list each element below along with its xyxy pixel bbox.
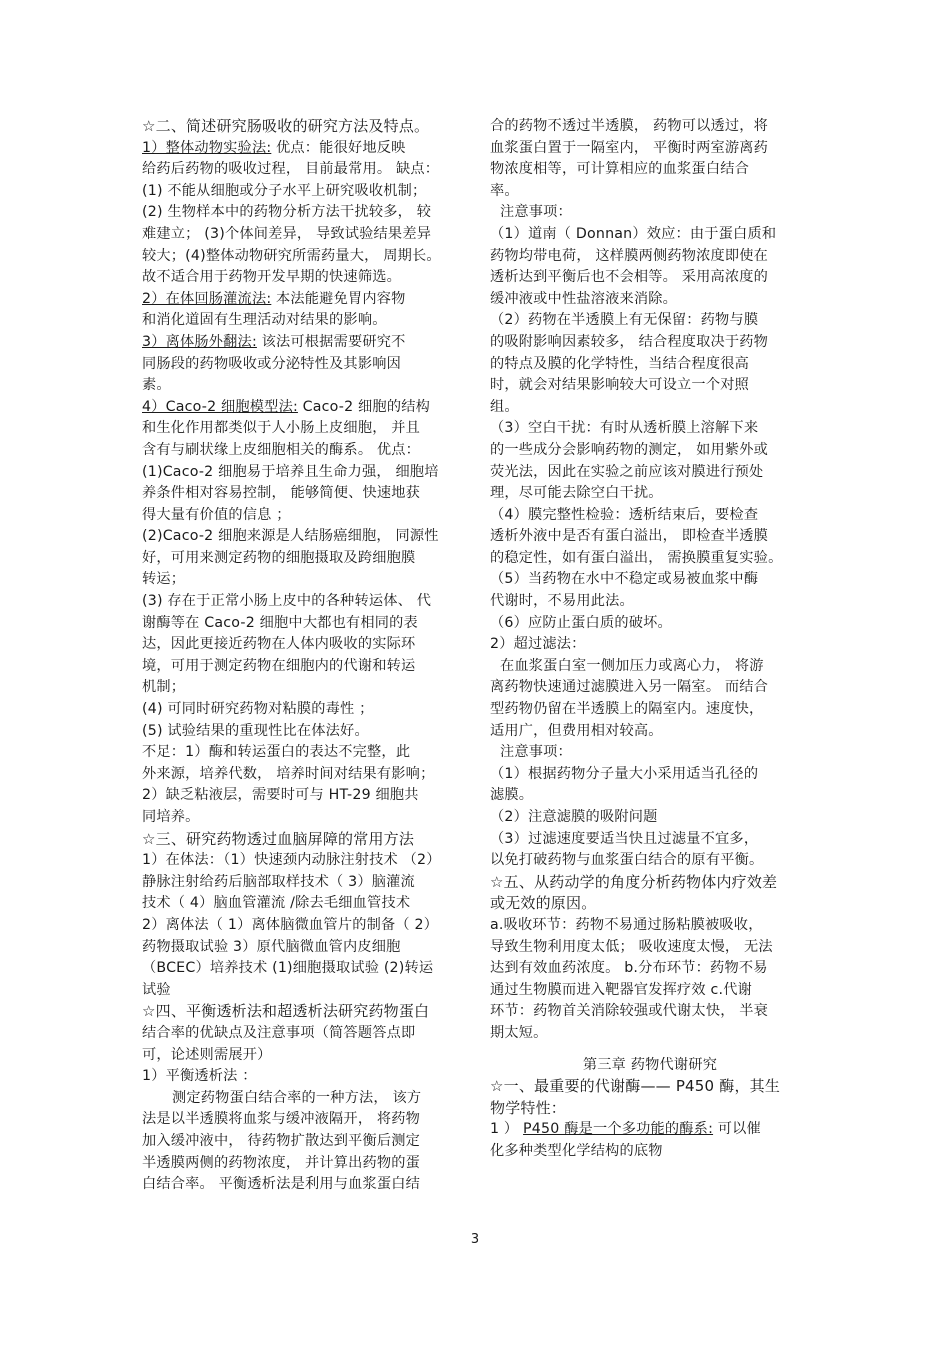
text-line: 同肠段的药物吸收或分泌特性及其影响因 <box>142 355 401 372</box>
text-line: (2)Caco-2 细胞来源是人结肠癌细胞， 同源性 <box>142 528 439 545</box>
text-line: 素。 <box>142 377 171 394</box>
text-line: 时，就会对结果影响较大可设立一个对照 <box>490 377 749 394</box>
text-line: 2）缺乏粘液层，需要时可与 HT-29 细胞共 <box>142 787 419 804</box>
text-line: 法是以半透膜将血浆与缓冲液隔开， 将药物 <box>142 1111 421 1128</box>
text-line: 转运； <box>142 571 186 588</box>
left-column <box>142 116 460 1196</box>
text-line: 环节：药物首关消除较强或代谢太快， 半衰 <box>490 1003 769 1020</box>
text-line: (1)Caco-2 细胞易于培养且生命力强， 细胞培 <box>142 463 439 480</box>
method-4-line: 4）Caco-2 细胞模型法: Caco-2 细胞的结构 <box>142 398 430 415</box>
method-heading: 1）平衡透析法 ： <box>142 1068 257 1085</box>
text-line: (2) 生物样本中的药物分析方法干扰较多， 较 <box>142 204 432 221</box>
p450-label: P450 酶是一个多功能的酶系: <box>523 1121 714 1138</box>
text-line: 合的药物不透过半透膜， 药物可以透过，将 <box>490 118 769 134</box>
text-line: 2）离体法（ 1）离体脑微血管片的制备（ 2） <box>142 916 439 933</box>
text-line: 透析外液中是否有蛋白溢出， 即检查半透膜 <box>490 528 769 545</box>
text-line: 静脉注射给药后脑部取样技术（ 3）脑灌流 <box>142 873 415 890</box>
text-line: （2）注意滤膜的吸附问题 <box>490 809 658 825</box>
method-1-line: 1）整体动物实验法: 优点：能很好地反映 <box>142 139 406 156</box>
text-line: 离药物快速通过滤膜进入另一隔室。 而结合 <box>490 679 769 696</box>
notes-heading: 注意事项： <box>500 744 572 761</box>
text-line: 组。 <box>490 398 519 415</box>
text-line: 率。 <box>490 182 519 199</box>
page-number: 3 <box>470 1232 480 1247</box>
text-line: 化多种类型化学结构的底物 <box>490 1142 663 1159</box>
text-line: （1）根据药物分子量大小采用适当孔径的 <box>490 765 759 782</box>
method-3-label: 3）离体肠外翻法: <box>142 333 257 350</box>
method-2-line: 2）在体回肠灌流法: 本法能避免胃内容物 <box>142 290 406 307</box>
text-line: （6）应防止蛋白质的破坏。 <box>490 614 672 631</box>
text-line: 半透膜两侧的药物浓度， 并计算出药物的蛋 <box>142 1154 421 1171</box>
text-line: （5）当药物在水中不稳定或易被血浆中酶 <box>490 571 759 588</box>
text-line: 不足：1）酶和转运蛋白的表达不完整，此 <box>142 744 411 761</box>
text-line: 的稳定性，如有蛋白溢出， 需换膜重复实验。 <box>490 549 783 566</box>
text-line: 通过生物膜而进入靶器官发挥疗效 c.代谢 <box>490 981 753 998</box>
text-line: 缓冲液或中性盐溶液来消除。 <box>490 290 678 307</box>
text-line: (4) 可同时研究药物对粘膜的毒性 ； <box>142 701 374 718</box>
text-line: 难建立； (3)个体间差异， 导致试验结果差异 <box>142 225 432 242</box>
text-line: （BCEC）培养技术 (1)细胞摄取试验 (2)转运 <box>142 960 434 977</box>
text-line: (3) 存在于正常小肠上皮中的各种转运体、 代 <box>142 593 432 610</box>
section-1-title: ☆一、最重要的代谢酶—— P450 酶，其生 <box>490 1077 781 1096</box>
text-line: 白结合率。 平衡透析法是利用与血浆蛋白结 <box>142 1176 421 1193</box>
text-line: 或无效的原因。 <box>490 894 597 913</box>
text-line: 技术（ 4）脑血管灌流 /除去毛细血管技术 <box>142 895 411 912</box>
text-line: 较大；(4)整体动物研究所需药量大， 周期长。 <box>142 247 441 264</box>
p450-line: 1 ） P450 酶是一个多功能的酶系: 可以催 <box>490 1121 761 1138</box>
text-line: 结合率的优缺点及注意事项（简答题答点即 <box>142 1024 416 1041</box>
text-line: 可，论述则需展开） <box>142 1046 272 1063</box>
text-line: 机制； <box>142 679 186 696</box>
text-line: 代谢时，不易用此法。 <box>490 593 634 610</box>
text-line: 加入缓冲液中， 待药物扩散达到平衡后测定 <box>142 1132 421 1149</box>
method-3-line: 3）离体肠外翻法: 该法可根据需要研究不 <box>142 333 406 350</box>
text-line: (5) 试验结果的重现性比在体法好。 <box>142 722 369 739</box>
text-line: （4）膜完整性检验：透析结束后，要检查 <box>490 506 759 523</box>
text-line: 在血浆蛋白室一侧加压力或离心力， 将游 <box>500 657 764 674</box>
text-line: 理，尽可能去除空白干扰。 <box>490 485 663 502</box>
section-2-title: ☆二、简述研究肠吸收的研究方法及特点。 <box>142 117 430 135</box>
text-line: 适用广，但费用相对较高。 <box>490 722 663 739</box>
text-line: 给药后药物的吸收过程， 目前最常用。 缺点： <box>142 161 440 178</box>
section-4-title: ☆四、平衡透析法和超透析法研究药物蛋白 <box>142 1002 430 1021</box>
text-line: 药物均带电荷， 这样膜两侧药物浓度即使在 <box>490 247 769 264</box>
text-line: 导致生物利用度太低； 吸收速度太慢， 无法 <box>490 938 773 955</box>
text-line: 物浓度相等，可计算相应的血浆蛋白结合 <box>490 161 749 178</box>
text-line: (1) 不能从细胞或分子水平上研究吸收机制； <box>142 182 427 199</box>
text-line: 荧光法，因此在实验之前应该对膜进行预处 <box>490 463 764 480</box>
method-2-label: 2）在体回肠灌流法: <box>142 290 272 307</box>
text-line: 期太短。 <box>490 1024 548 1041</box>
text-line: 型药物仍留在半透膜上的隔室内。速度快， <box>490 701 764 718</box>
text-line: 和生化作用都类似于人小肠上皮细胞， 并且 <box>142 420 421 437</box>
method-heading: 2）超过滤法： <box>490 636 586 653</box>
text-line: 的特点及膜的化学特性，当结合程度很高 <box>490 355 749 372</box>
text-line: （2）药物在半透膜上有无保留：药物与膜 <box>490 312 759 329</box>
text-line: 血浆蛋白置于一隔室内， 平衡时两室游离药 <box>490 139 769 156</box>
text-line: 药物摄取试验 3）原代脑微血管内皮细胞 <box>142 938 401 955</box>
text-line: 好，可用来测定药物的细胞摄取及跨细胞膜 <box>142 549 416 566</box>
text-line: 达到有效血药浓度。 b.分布环节：药物不易 <box>490 960 768 977</box>
text-line: 1）在体法：（1）快速颈内动脉注射技术 （2） <box>142 852 441 869</box>
section-5-title: ☆五、从药动学的角度分析药物体内疗效差 <box>490 872 778 891</box>
notes-heading: 注意事项： <box>500 204 572 221</box>
text-line: 谢酶等在 Caco-2 细胞中大都也有相同的表 <box>142 614 418 631</box>
chapter-title: 第三章 药物代谢研究 <box>582 1056 718 1073</box>
text-line: 得大量有价值的信息 ； <box>142 506 291 523</box>
text-line: 测定药物蛋白结合率的一种方法， 该方 <box>172 1089 422 1106</box>
text-line: （3）空白干扰：有时从透析膜上溶解下来 <box>490 420 759 437</box>
section-3-title: ☆三、研究药物透过血脑屏障的常用方法 <box>142 829 415 848</box>
right-column <box>490 116 810 1163</box>
text-line: 滤膜。 <box>490 787 534 804</box>
text-line: 试验 <box>142 981 171 998</box>
text-line: 外来源，培养代数， 培养时间对结果有影响； <box>142 765 435 782</box>
text-line: 和消化道固有生理活动对结果的影响。 <box>142 312 387 329</box>
text-line: （3）过滤速度要适当快且过滤量不宜多， <box>490 830 759 847</box>
text-line: 境，可用于测定药物在细胞内的代谢和转运 <box>142 657 416 674</box>
text-line: 故不适合用于药物开发早期的快速筛选。 <box>142 269 401 286</box>
text-line: 透析达到平衡后也不会相等。 采用高浓度的 <box>490 269 769 286</box>
text-line: 含有与刷状缘上皮细胞相关的酶系。 优点： <box>142 441 421 458</box>
text-line: 同培养。 <box>142 809 200 825</box>
method-4-label: 4）Caco-2 细胞模型法: <box>142 398 298 415</box>
text-line: （1）道南（ Donnan）效应：由于蛋白质和 <box>490 225 777 242</box>
text-line: 养条件相对容易控制， 能够简便、快速地获 <box>142 485 421 502</box>
text-line: 的一些成分会影响药物的测定， 如用紫外或 <box>490 441 769 458</box>
text-line: 的吸附影响因素较多， 结合程度取决于药物 <box>490 333 769 350</box>
method-1-label: 1）整体动物实验法: <box>142 139 272 156</box>
text-line: 达，因此更接近药物在人体内吸收的实际环 <box>142 636 416 653</box>
text-line: 物学特性： <box>490 1098 567 1117</box>
text-line: 以免打破药物与血浆蛋白结合的原有平衡。 <box>490 852 764 869</box>
text-line: a.吸收环节：药物不易通过肠粘膜被吸收， <box>490 916 763 933</box>
